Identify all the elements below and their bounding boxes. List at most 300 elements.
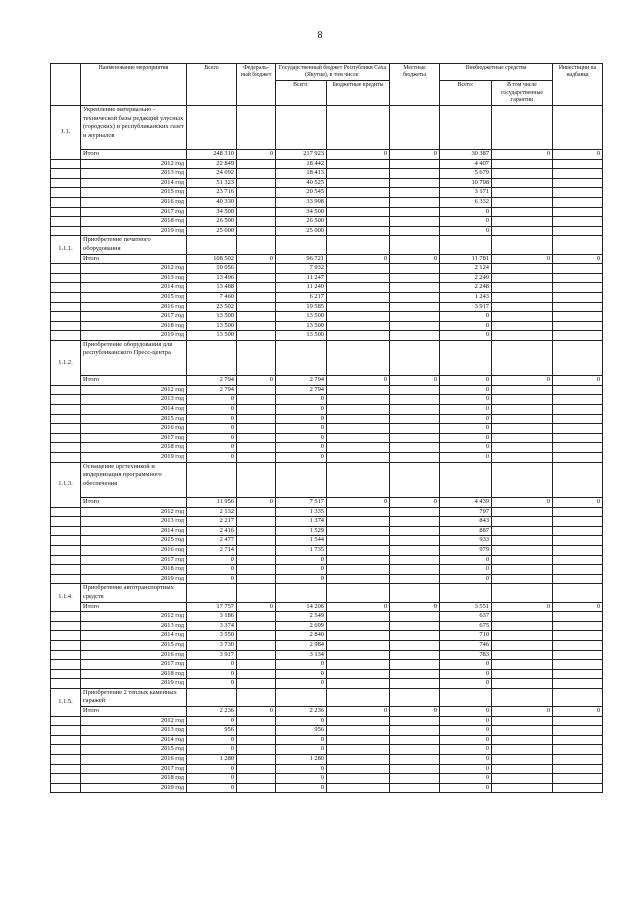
- total-value: 0: [553, 254, 603, 264]
- year-row: [51, 565, 603, 575]
- total-value: 0: [553, 376, 603, 386]
- empty-cell: [492, 660, 553, 670]
- empty-cell: [553, 555, 603, 565]
- year-state-total: 0: [276, 555, 327, 565]
- empty-cell: [390, 453, 440, 463]
- year-label: 2012 год: [81, 264, 187, 274]
- year-label: 2017 год: [81, 312, 187, 322]
- year-label: 2018 год: [81, 565, 187, 575]
- empty-cell: [492, 507, 553, 517]
- year-label: 2016 год: [81, 650, 187, 660]
- empty-cell: [553, 321, 603, 331]
- empty-cell: [492, 443, 553, 453]
- table-body: [51, 64, 603, 793]
- empty-cell: [553, 660, 603, 670]
- year-extra-total: 4 407: [440, 159, 492, 169]
- empty-cell: [327, 462, 390, 497]
- year-label: 2018 год: [81, 774, 187, 784]
- year-row: [51, 669, 603, 679]
- empty-cell: [492, 264, 553, 274]
- year-total: 26 500: [187, 217, 237, 227]
- year-label: 2013 год: [81, 395, 187, 405]
- empty-cell: [187, 236, 237, 254]
- year-state-total: 0: [276, 574, 327, 584]
- empty-cell: [51, 650, 81, 660]
- total-value: 0: [390, 498, 440, 508]
- empty-cell: [237, 726, 276, 736]
- empty-cell: [51, 726, 81, 736]
- empty-cell: [51, 526, 81, 536]
- year-state-total: 0: [276, 669, 327, 679]
- year-label: 2017 год: [81, 433, 187, 443]
- year-state-total: 0: [276, 783, 327, 793]
- empty-cell: [51, 745, 81, 755]
- empty-cell: [51, 414, 81, 424]
- empty-cell: [553, 273, 603, 283]
- year-state-total: 1 335: [276, 507, 327, 517]
- total-value: 17 757: [187, 602, 237, 612]
- empty-cell: [237, 735, 276, 745]
- year-row: [51, 555, 603, 565]
- empty-cell: [390, 302, 440, 312]
- year-total: 2 416: [187, 526, 237, 536]
- year-total: 2 477: [187, 536, 237, 546]
- year-total: 0: [187, 565, 237, 575]
- year-row: [51, 207, 603, 217]
- year-extra-total: 0: [440, 726, 492, 736]
- empty-cell: [237, 312, 276, 322]
- empty-cell: [390, 283, 440, 293]
- empty-cell: [553, 424, 603, 434]
- year-row: [51, 679, 603, 689]
- header-name: Наименование мероприятия: [81, 64, 187, 106]
- empty-cell: [553, 106, 603, 150]
- empty-cell: [553, 755, 603, 765]
- empty-cell: [327, 536, 390, 546]
- year-row: [51, 507, 603, 517]
- year-label: 2012 год: [81, 385, 187, 395]
- empty-cell: [492, 726, 553, 736]
- empty-cell: [327, 273, 390, 283]
- empty-cell: [237, 302, 276, 312]
- empty-cell: [327, 679, 390, 689]
- year-state-total: 0: [276, 660, 327, 670]
- empty-cell: [327, 292, 390, 302]
- empty-cell: [492, 331, 553, 341]
- empty-cell: [51, 385, 81, 395]
- empty-cell: [492, 453, 553, 463]
- year-extra-total: 0: [440, 321, 492, 331]
- year-label: 2015 год: [81, 745, 187, 755]
- empty-cell: [187, 688, 237, 706]
- year-row: [51, 745, 603, 755]
- empty-cell: [51, 424, 81, 434]
- empty-cell: [327, 688, 390, 706]
- year-total: 0: [187, 716, 237, 726]
- empty-cell: [327, 443, 390, 453]
- empty-cell: [492, 106, 553, 150]
- year-label: 2018 год: [81, 669, 187, 679]
- total-value: 0: [237, 376, 276, 386]
- empty-cell: [51, 395, 81, 405]
- empty-cell: [51, 536, 81, 546]
- total-label: Итого: [81, 707, 187, 717]
- year-label: 2012 год: [81, 507, 187, 517]
- empty-cell: [51, 716, 81, 726]
- year-total: 0: [187, 395, 237, 405]
- year-label: 2016 год: [81, 755, 187, 765]
- empty-cell: [440, 340, 492, 375]
- empty-cell: [390, 188, 440, 198]
- section-title: Оснащение оргтехникой и модернизация программного обеспечения: [81, 462, 187, 497]
- empty-cell: [237, 169, 276, 179]
- empty-cell: [390, 584, 440, 602]
- empty-cell: [51, 555, 81, 565]
- empty-cell: [390, 385, 440, 395]
- total-value: 7 517: [276, 498, 327, 508]
- empty-cell: [553, 574, 603, 584]
- empty-cell: [553, 764, 603, 774]
- year-row: [51, 545, 603, 555]
- empty-cell: [327, 414, 390, 424]
- empty-cell: [237, 545, 276, 555]
- year-label: 2019 год: [81, 453, 187, 463]
- total-value: 2 794: [187, 376, 237, 386]
- empty-cell: [492, 536, 553, 546]
- year-label: 2012 год: [81, 716, 187, 726]
- empty-cell: [390, 312, 440, 322]
- empty-cell: [237, 226, 276, 236]
- empty-cell: [327, 169, 390, 179]
- year-row: [51, 735, 603, 745]
- year-total: 3 550: [187, 631, 237, 641]
- empty-cell: [237, 106, 276, 150]
- empty-cell: [492, 669, 553, 679]
- empty-cell: [327, 650, 390, 660]
- empty-cell: [390, 405, 440, 415]
- year-row: [51, 424, 603, 434]
- year-row: [51, 783, 603, 793]
- year-row: [51, 169, 603, 179]
- empty-cell: [276, 688, 327, 706]
- empty-cell: [492, 565, 553, 575]
- empty-cell: [237, 197, 276, 207]
- empty-cell: [390, 169, 440, 179]
- empty-cell: [390, 755, 440, 765]
- total-value: 0: [327, 498, 390, 508]
- year-label: 2018 год: [81, 321, 187, 331]
- empty-cell: [237, 584, 276, 602]
- empty-cell: [51, 764, 81, 774]
- empty-cell: [51, 453, 81, 463]
- page-number: 8: [317, 30, 323, 41]
- empty-cell: [553, 169, 603, 179]
- empty-cell: [390, 462, 440, 497]
- empty-cell: [553, 584, 603, 602]
- empty-cell: [492, 735, 553, 745]
- empty-cell: [553, 226, 603, 236]
- empty-cell: [440, 236, 492, 254]
- empty-cell: [237, 188, 276, 198]
- year-row: [51, 716, 603, 726]
- empty-cell: [237, 507, 276, 517]
- empty-cell: [492, 159, 553, 169]
- year-state-total: 2 549: [276, 612, 327, 622]
- empty-cell: [553, 312, 603, 322]
- empty-cell: [187, 106, 237, 150]
- empty-cell: [492, 283, 553, 293]
- year-label: 2016 год: [81, 302, 187, 312]
- section-title-row: [51, 340, 603, 375]
- empty-cell: [237, 574, 276, 584]
- empty-cell: [553, 292, 603, 302]
- year-label: 2019 год: [81, 331, 187, 341]
- year-row: [51, 650, 603, 660]
- year-state-total: 0: [276, 745, 327, 755]
- year-total: 0: [187, 414, 237, 424]
- empty-cell: [51, 640, 81, 650]
- empty-cell: [553, 283, 603, 293]
- year-total: 7 460: [187, 292, 237, 302]
- empty-cell: [276, 106, 327, 150]
- empty-cell: [276, 340, 327, 375]
- year-label: 2013 год: [81, 726, 187, 736]
- empty-cell: [237, 178, 276, 188]
- empty-cell: [237, 159, 276, 169]
- year-extra-total: 0: [440, 226, 492, 236]
- year-state-total: 0: [276, 453, 327, 463]
- year-total: 51 323: [187, 178, 237, 188]
- year-extra-total: 675: [440, 621, 492, 631]
- year-state-total: 1 374: [276, 517, 327, 527]
- year-total: 3 730: [187, 640, 237, 650]
- year-total: 0: [187, 783, 237, 793]
- total-value: 0: [237, 150, 276, 160]
- total-value: 0: [390, 254, 440, 264]
- empty-cell: [390, 565, 440, 575]
- empty-cell: [237, 650, 276, 660]
- header-extra-total: Всего:: [440, 81, 492, 106]
- empty-cell: [553, 716, 603, 726]
- header-extra: Внебюджетные средства: [440, 64, 553, 81]
- empty-cell: [327, 321, 390, 331]
- empty-cell: [492, 414, 553, 424]
- year-label: 2018 год: [81, 443, 187, 453]
- empty-cell: [390, 526, 440, 536]
- empty-cell: [553, 669, 603, 679]
- empty-cell: [492, 395, 553, 405]
- year-total: 0: [187, 433, 237, 443]
- empty-cell: [492, 621, 553, 631]
- total-value: 30 387: [440, 150, 492, 160]
- year-state-total: 33 998: [276, 197, 327, 207]
- empty-cell: [390, 321, 440, 331]
- empty-cell: [390, 716, 440, 726]
- year-total: 0: [187, 679, 237, 689]
- empty-cell: [553, 688, 603, 706]
- empty-cell: [553, 302, 603, 312]
- total-value: 217 923: [276, 150, 327, 160]
- year-extra-total: 797: [440, 507, 492, 517]
- empty-cell: [327, 424, 390, 434]
- empty-cell: [390, 660, 440, 670]
- year-extra-total: 0: [440, 453, 492, 463]
- year-state-total: 34 500: [276, 207, 327, 217]
- year-extra-total: 710: [440, 631, 492, 641]
- total-value: 0: [237, 707, 276, 717]
- year-label: 2017 год: [81, 555, 187, 565]
- empty-cell: [553, 443, 603, 453]
- empty-cell: [553, 650, 603, 660]
- year-state-total: 0: [276, 679, 327, 689]
- year-total: 2 714: [187, 545, 237, 555]
- total-value: 0: [492, 602, 553, 612]
- year-row: [51, 302, 603, 312]
- total-value: 0: [327, 150, 390, 160]
- empty-cell: [492, 640, 553, 650]
- year-total: 13 500: [187, 331, 237, 341]
- year-state-total: 0: [276, 565, 327, 575]
- empty-cell: [440, 584, 492, 602]
- year-extra-total: 0: [440, 443, 492, 453]
- year-extra-total: 0: [440, 433, 492, 443]
- empty-cell: [237, 321, 276, 331]
- empty-cell: [390, 424, 440, 434]
- empty-cell: [237, 669, 276, 679]
- year-label: 2017 год: [81, 660, 187, 670]
- empty-cell: [327, 669, 390, 679]
- total-value: 0: [390, 602, 440, 612]
- empty-cell: [492, 688, 553, 706]
- total-value: 0: [390, 707, 440, 717]
- empty-cell: [237, 385, 276, 395]
- year-extra-total: 0: [440, 764, 492, 774]
- total-value: 0: [492, 254, 553, 264]
- empty-cell: [327, 507, 390, 517]
- empty-cell: [553, 159, 603, 169]
- year-label: 2013 год: [81, 273, 187, 283]
- year-total: 956: [187, 726, 237, 736]
- year-total: 22 849: [187, 159, 237, 169]
- year-label: 2014 год: [81, 283, 187, 293]
- empty-cell: [51, 574, 81, 584]
- empty-cell: [553, 621, 603, 631]
- year-total: 24 092: [187, 169, 237, 179]
- empty-cell: [390, 621, 440, 631]
- empty-cell: [327, 621, 390, 631]
- section-title-row: [51, 688, 603, 706]
- empty-cell: [553, 385, 603, 395]
- empty-cell: [327, 612, 390, 622]
- empty-cell: [51, 178, 81, 188]
- empty-cell: [51, 669, 81, 679]
- year-row: [51, 726, 603, 736]
- empty-cell: [51, 660, 81, 670]
- year-row: [51, 640, 603, 650]
- total-value: 0: [327, 707, 390, 717]
- empty-cell: [390, 650, 440, 660]
- empty-cell: [237, 424, 276, 434]
- empty-cell: [390, 688, 440, 706]
- empty-cell: [237, 453, 276, 463]
- empty-cell: [51, 783, 81, 793]
- empty-cell: [492, 217, 553, 227]
- year-row: [51, 526, 603, 536]
- year-total: 0: [187, 555, 237, 565]
- year-label: 2016 год: [81, 424, 187, 434]
- total-value: 0: [327, 602, 390, 612]
- empty-cell: [237, 745, 276, 755]
- year-row: [51, 405, 603, 415]
- empty-cell: [390, 774, 440, 784]
- total-value: 0: [327, 254, 390, 264]
- total-value: 3 551: [440, 602, 492, 612]
- year-label: 2012 год: [81, 159, 187, 169]
- empty-cell: [390, 433, 440, 443]
- empty-cell: [553, 207, 603, 217]
- year-state-total: 1 529: [276, 526, 327, 536]
- empty-cell: [390, 669, 440, 679]
- empty-cell: [440, 462, 492, 497]
- year-label: 2013 год: [81, 169, 187, 179]
- empty-cell: [51, 565, 81, 575]
- total-value: 248 310: [187, 150, 237, 160]
- empty-cell: [553, 236, 603, 254]
- year-label: 2019 год: [81, 226, 187, 236]
- total-value: 0: [390, 150, 440, 160]
- empty-cell: [51, 507, 81, 517]
- empty-cell: [492, 207, 553, 217]
- year-label: 2013 год: [81, 621, 187, 631]
- year-extra-total: 0: [440, 774, 492, 784]
- empty-cell: [390, 395, 440, 405]
- year-label: 2015 год: [81, 292, 187, 302]
- year-state-total: 2 699: [276, 621, 327, 631]
- year-extra-total: 933: [440, 536, 492, 546]
- empty-cell: [51, 679, 81, 689]
- empty-cell: [390, 679, 440, 689]
- empty-cell: [51, 226, 81, 236]
- total-value: 0: [440, 376, 492, 386]
- year-label: 2015 год: [81, 188, 187, 198]
- empty-cell: [553, 395, 603, 405]
- year-total: 0: [187, 424, 237, 434]
- empty-cell: [492, 555, 553, 565]
- empty-cell: [553, 197, 603, 207]
- year-label: 2013 год: [81, 517, 187, 527]
- empty-cell: [327, 385, 390, 395]
- empty-cell: [51, 612, 81, 622]
- empty-cell: [327, 312, 390, 322]
- year-state-total: 11 240: [276, 283, 327, 293]
- empty-cell: [327, 433, 390, 443]
- empty-cell: [327, 755, 390, 765]
- empty-cell: [553, 735, 603, 745]
- year-total: 0: [187, 774, 237, 784]
- empty-cell: [237, 443, 276, 453]
- empty-cell: [237, 631, 276, 641]
- year-row: [51, 264, 603, 274]
- empty-cell: [390, 536, 440, 546]
- empty-cell: [237, 395, 276, 405]
- empty-cell: [51, 169, 81, 179]
- total-value: 4 439: [440, 498, 492, 508]
- year-extra-total: 2 249: [440, 273, 492, 283]
- empty-cell: [327, 217, 390, 227]
- year-state-total: 6 217: [276, 292, 327, 302]
- year-extra-total: 0: [440, 574, 492, 584]
- year-total: 0: [187, 405, 237, 415]
